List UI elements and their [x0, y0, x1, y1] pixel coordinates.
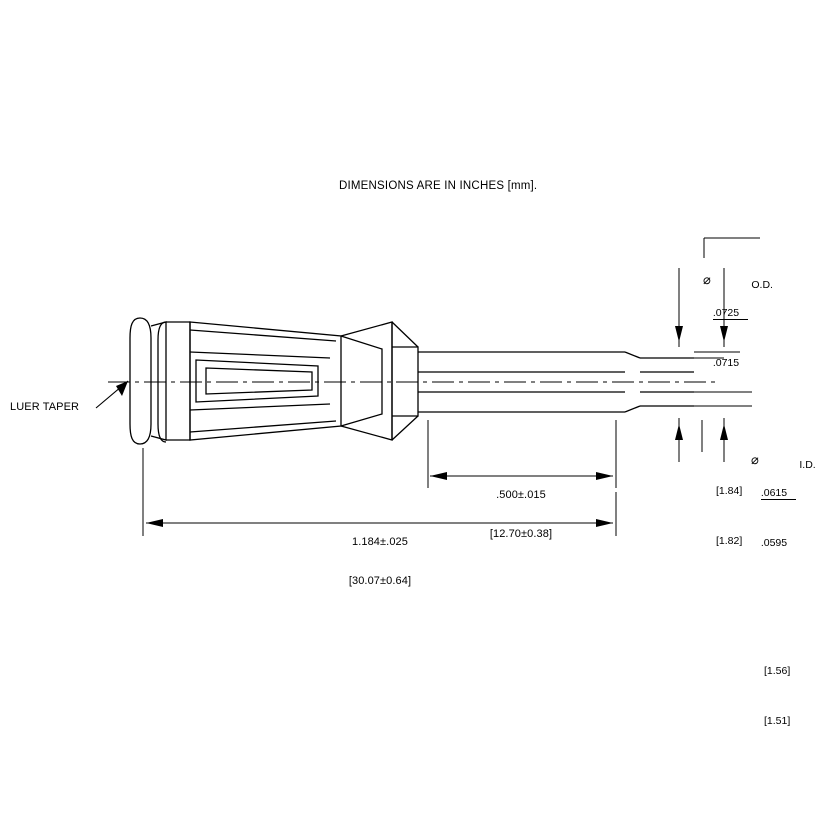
od-min: .0715 — [712, 357, 740, 370]
hub-body — [166, 322, 341, 440]
overall-length-inches: 1.184±.025 — [352, 535, 408, 548]
overall-length-mm: [30.07±0.64] — [348, 574, 412, 587]
id-callout — [751, 411, 816, 803]
diameter-symbol-id: ⌀ — [751, 451, 759, 467]
id-min: .0595 — [760, 537, 788, 550]
diameter-symbol-od: ⌀ — [703, 271, 711, 287]
od-mm-min: [1.82] — [716, 534, 743, 547]
overall-length-dimension-text — [325, 510, 435, 614]
id-mm-min: [1.51] — [764, 714, 791, 727]
id-suffix: I.D. — [799, 458, 816, 471]
od-max: .0725 — [713, 307, 749, 320]
id-max: .0615 — [761, 487, 797, 500]
tube-length-dimension-text — [466, 463, 576, 567]
id-mm-max: [1.56] — [764, 664, 791, 677]
luer-taper-label: LUER TAPER — [10, 401, 80, 413]
tube-length-mm: [12.70±0.38] — [489, 527, 553, 540]
luer-taper-leader — [96, 381, 128, 408]
needle-shoulder — [341, 322, 418, 440]
units-note: DIMENSIONS ARE IN INCHES [mm]. — [339, 180, 538, 192]
od-suffix: O.D. — [751, 278, 773, 291]
od-mm-max: [1.84] — [716, 484, 743, 497]
tube-length-inches: .500±.015 — [496, 488, 546, 501]
luer-flange — [130, 318, 166, 444]
